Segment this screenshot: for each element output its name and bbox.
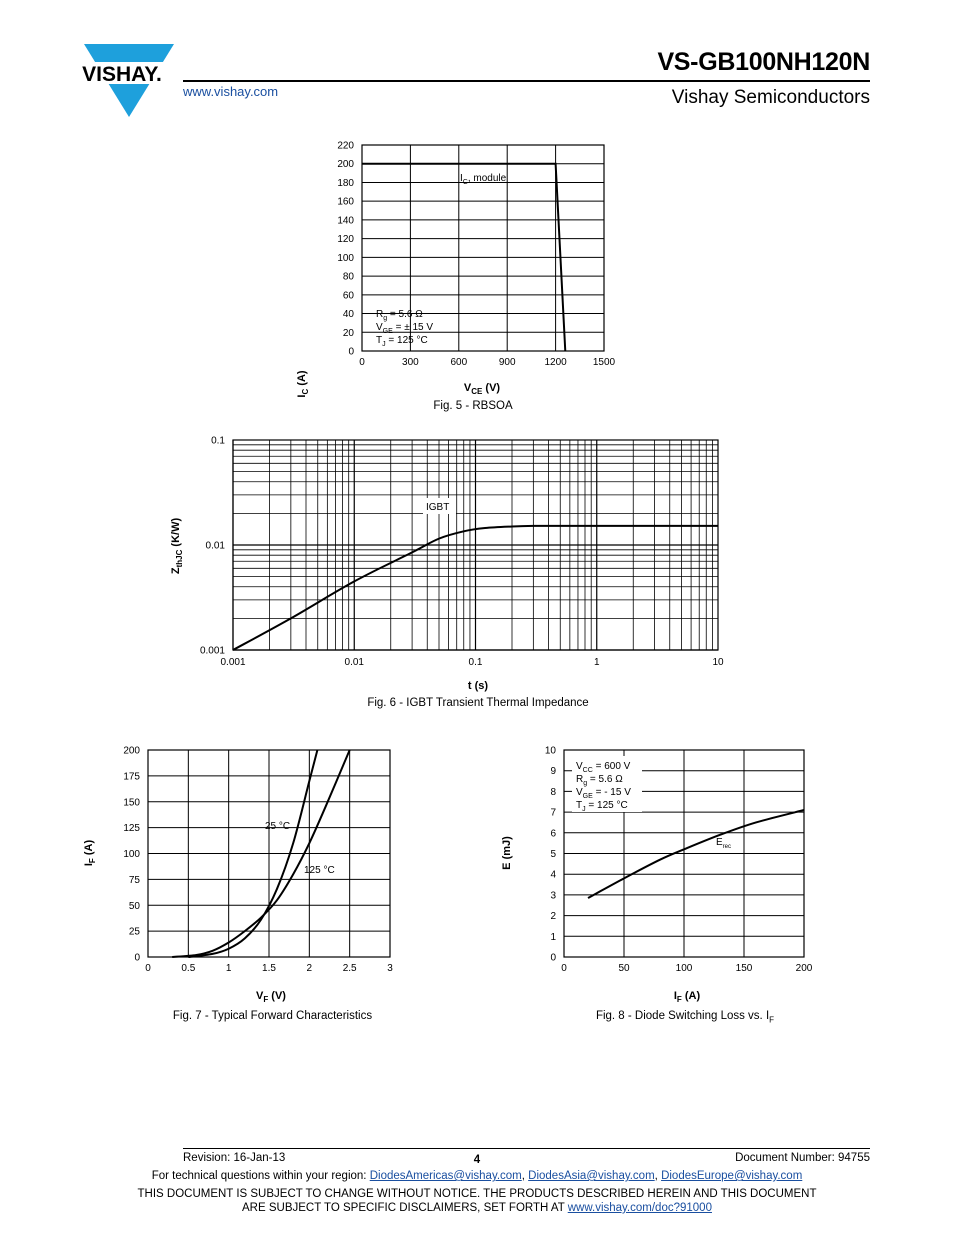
svg-text:VGE = - 15 V: $V_{GE}$ = - 15 V [576,787,631,800]
email-asia-link[interactable]: DiodesAsia@vishay.com [528,1170,655,1182]
fig8-x-tick-label: 100 [675,963,693,974]
svg-text:Rg = 5.6 Ω: $R_g = 5.6$ Ω [376,309,423,322]
fig5-y-tick-label: 120 [337,234,354,246]
fig5-xlabel: $V_{CE}$ (V) [463,382,501,396]
header-rule [183,80,870,82]
fig8-caption: Fig. 8 - Diode Switching Loss vs. $I_F$ [595,1010,775,1025]
fig8-series-line-0 [588,810,804,898]
fig7-y-tick-label: 150 [123,797,140,809]
fig8-x-tick-label: 150 [735,963,753,974]
fig5-y-tick-label: 140 [337,215,354,227]
website-link[interactable]: www.vishay.com [183,84,279,99]
fig6-x-tick-label: 1 [593,657,600,668]
fig8-chart [490,740,830,1005]
fig7-series-label-125c: 125 °C [304,865,335,876]
fig8-x-tick-label: 0 [561,963,567,974]
fig7-y-tick-label: 200 [123,745,140,757]
fig5-x-tick-label: 0 [359,357,365,368]
fig6-ylabel: $Z_{thJC}$ (K/W) [170,517,184,575]
svg-text:VCC = 600 V: $V_{CC} = 600$ V [576,761,631,774]
footer-sep-2: , [654,1170,662,1182]
fig7-x-tick-label: 2 [306,963,313,974]
fig8-y-tick-label: 4 [550,869,556,881]
fig7-x-tick-label: 1 [225,963,232,974]
disclaimer-link[interactable]: www.vishay.com/doc?91000 [567,1202,712,1214]
fig5-series-label: $I_C$, module [460,173,507,186]
fig6-x-tick-label: 0.1 [468,657,483,668]
fig5-y-tick-label: 220 [337,140,354,152]
fig7-x-tick-label: 3 [387,963,393,974]
fig6-chart [165,430,745,695]
fig6-series-label: IGBT [426,502,450,513]
part-number-title: VS-GB100NH120N [657,48,870,76]
fig5-conditions [376,309,433,348]
footer-questions-prefix: For technical questions within your region: [151,1170,370,1182]
fig8-x-tick-label: 200 [795,963,813,974]
fig7-y-tick-label: 50 [128,900,140,912]
fig5-y-tick-label: 80 [342,271,354,283]
footer-disclaimer-2 [0,1202,954,1214]
email-europe-link[interactable]: DiodesEurope@vishay.com [661,1170,803,1182]
fig7-y-tick-label: 125 [123,823,140,835]
fig7-y-tick-label: 75 [128,874,140,886]
fig6-x-tick-label: 10 [712,657,724,668]
fig8-y-tick-label: 6 [550,828,556,840]
fig5-y-tick-label: 20 [342,327,354,339]
fig5-x-tick-label: 900 [498,357,516,368]
footer-disclaimer-2-prefix: ARE SUBJECT TO SPECIFIC DISCLAIMERS, SET FORTH AT [242,1202,568,1214]
fig8-y-tick-label: 8 [550,786,556,798]
svg-text:Rg = 5.6 Ω: $R_g = 5.6$ Ω [576,774,623,787]
fig7-chart [80,740,410,1005]
fig7-y-tick-label: 100 [123,849,140,860]
footer-page-number: 4 [473,1154,481,1166]
footer-revision: Revision: 16-Jan-13 [183,1152,286,1164]
fig8-x-tick-label: 50 [618,963,630,974]
fig8-conditions [572,756,642,813]
vishay-logo [70,42,180,120]
fig6-x-tick-label: 0.01 [344,657,364,668]
fig6-y-tick-label: 0.01 [205,540,225,552]
fig7-caption: Fig. 7 - Typical Forward Characteristics [172,1010,373,1022]
fig8-ylabel: E (mJ) [501,836,513,870]
fig5-y-tick-label: 160 [337,196,354,208]
fig5-x-tick-label: 600 [450,357,468,368]
logo-text: VISHAY. [82,63,162,86]
footer-document-number: Document Number: 94755 [735,1152,870,1164]
fig6-caption: Fig. 6 - IGBT Transient Thermal Impedance [367,697,589,709]
footer-disclaimer-1: THIS DOCUMENT IS SUBJECT TO CHANGE WITHOUT NOTICE. THE PRODUCTS DESCRIBED HEREIN AND THIS DOCUMENT [137,1188,817,1200]
fig5-y-tick-label: 0 [348,346,354,358]
fig8-y-tick-label: 1 [550,931,556,943]
fig5-chart [290,135,630,410]
fig8-y-tick-label: 9 [550,766,556,778]
fig5-x-tick-label: 300 [402,357,419,368]
fig5-ylabel: $I_C$ (A) [296,370,310,398]
fig8-y-tick-label: 2 [550,911,556,923]
svg-text:TJ = 125 °C: $T_J = 125$ °C [576,800,628,813]
vishay-logo-icon [70,42,180,120]
fig6-y-tick-label: 0.1 [211,435,225,447]
footer-questions [0,1170,954,1182]
fig8-y-tick-label: 10 [544,745,556,757]
fig7-x-tick-label: 0 [145,963,151,974]
fig5-caption: Fig. 5 - RBSOA [433,400,513,412]
fig5-y-tick-label: 180 [337,177,354,189]
fig8-xlabel: $I_F$ (A) [673,990,701,1004]
fig6-y-tick-label: 0.001 [199,645,225,657]
fig5-y-tick-label: 60 [342,290,354,302]
fig7-y-tick-label: 175 [123,771,140,783]
fig7-y-tick-label: 0 [134,952,140,964]
footer-rule [183,1148,870,1149]
fig7-x-tick-label: 2.5 [342,963,357,974]
fig5-y-tick-label: 100 [337,252,354,264]
svg-text:TJ = 125 °C: $T_J = 125$ °C [376,335,428,348]
fig7-series-label-25c: 25 °C [265,821,291,832]
fig5-x-tick-label: 1500 [592,357,616,368]
fig7-x-tick-label: 0.5 [181,963,196,974]
fig7-y-tick-label: 25 [128,926,140,938]
fig8-y-tick-label: 5 [550,849,556,860]
fig8-y-tick-label: 7 [550,807,556,819]
fig8-y-tick-label: 3 [550,890,556,902]
company-subtitle: Vishay Semiconductors [671,87,870,108]
svg-text:VGE = ± 15 V: $V_{GE}$ = ± 15 V [376,322,434,335]
fig6-x-tick-label: 0.001 [220,657,246,668]
fig8-y-tick-label: 0 [550,952,556,964]
footer-sep-1: , [521,1170,529,1182]
fig7-x-tick-label: 1.5 [262,963,276,974]
fig8-series-label: $E_{rec}$ [716,837,732,850]
fig5-y-tick-label: 40 [342,309,354,321]
fig7-xlabel: $V_F$ (V) [256,990,286,1004]
fig7-ylabel: $I_F$ (A) [83,839,97,867]
email-americas-link[interactable]: DiodesAmericas@vishay.com [369,1170,522,1182]
fig5-x-tick-label: 1200 [544,357,567,368]
fig5-y-tick-label: 200 [337,159,354,171]
fig6-xlabel: t (s) [467,680,489,692]
